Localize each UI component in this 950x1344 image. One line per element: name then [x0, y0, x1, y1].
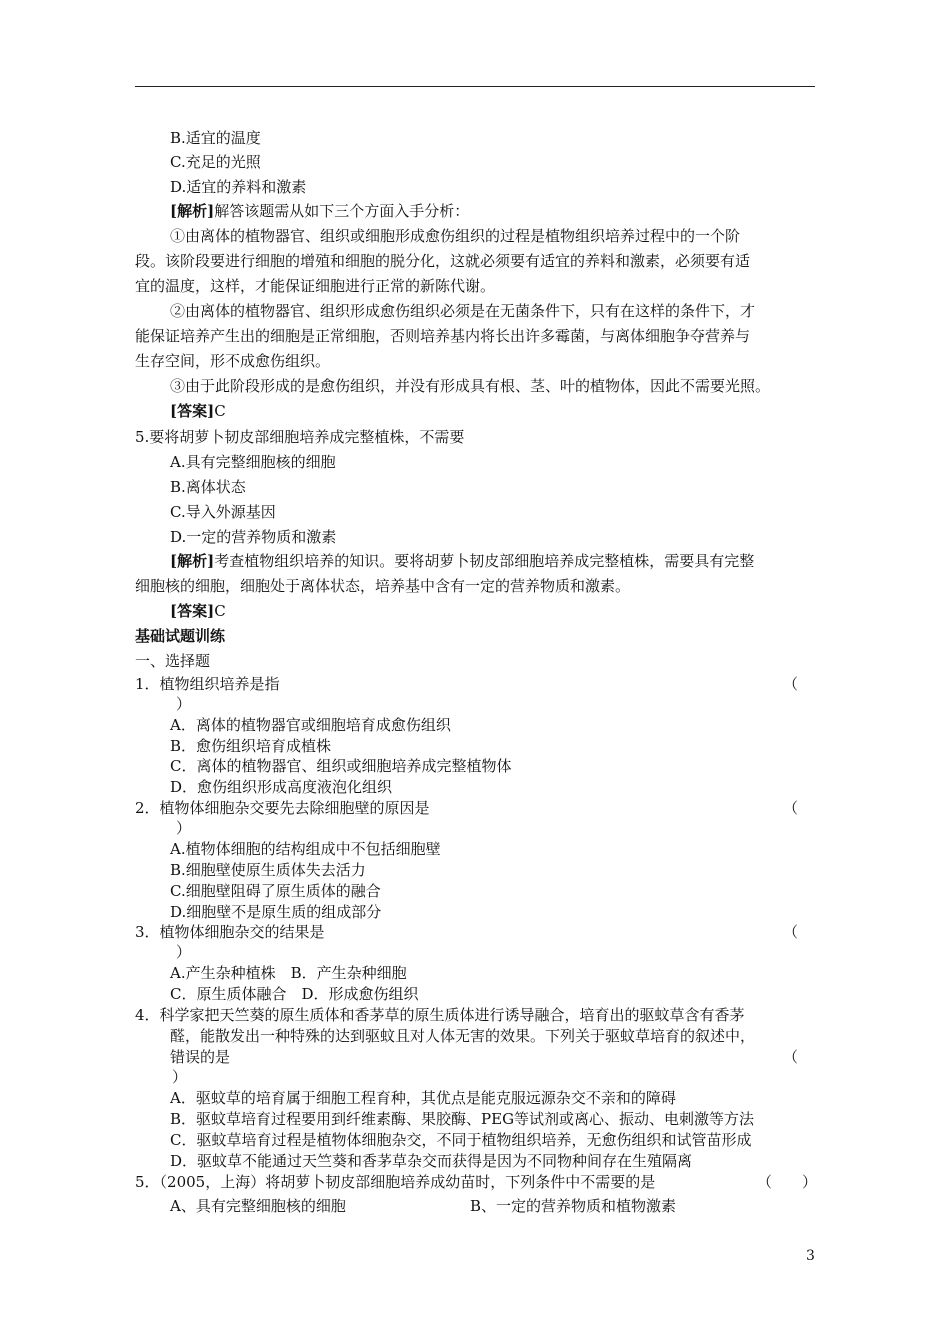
exercise-4-stem-line3: 错误的是: [170, 1048, 231, 1066]
analysis-p1-line1: ①由离体的植物器官、组织或细胞形成愈伤组织的过程是植物组织培养过程中的一个阶: [170, 227, 741, 245]
analysis-p2-line3: 生存空间，形不成愈伤组织。: [135, 352, 331, 370]
exercise-3-options-row2: C．原生质体融合 D．形成愈伤组织: [170, 985, 419, 1003]
q5-analysis-tag: [解析]: [170, 552, 215, 570]
section-title: 基础试题训练: [135, 627, 226, 645]
exercise-4-option-d: D．驱蚊草不能通过天竺葵和香茅草杂交而获得是因为不同物种间存在生殖隔离: [170, 1152, 693, 1170]
exercise-4-paren-close: ）: [172, 1068, 188, 1086]
exercise-3-paren-close: ）: [176, 943, 192, 961]
subsection-title: 一、选择题: [135, 652, 211, 670]
exercise-1-option-c: C．离体的植物器官、组织或细胞培养成完整植物体: [170, 757, 512, 775]
exercise-2-stem: 2．植物体细胞杂交要先去除细胞壁的原因是: [135, 799, 430, 817]
page-number: 3: [806, 1248, 815, 1264]
exercise-3-stem: 3．植物体细胞杂交的结果是: [135, 923, 325, 941]
answer-tag: [答案]: [170, 402, 215, 420]
analysis-intro: [解析]解答该题需从如下三个方面入手分析：: [170, 202, 470, 220]
q5-answer-tag: [答案]: [170, 602, 215, 620]
q5-analysis-line1: [解析]考查植物组织培养的知识。要将胡萝卜韧皮部细胞培养成完整植株，需要具有完整: [170, 552, 755, 570]
q5-option-d: D.一定的营养物质和激素: [170, 528, 337, 546]
analysis-p2-line1: ②由离体的植物器官、组织形成愈伤组织必须是在无菌条件下，只有在这样的条件下，才: [170, 302, 756, 320]
analysis-p1-line3: 宜的温度，这样，才能保证细胞进行正常的新陈代谢。: [135, 277, 496, 295]
exercise-2-paren-close: ）: [176, 819, 192, 837]
option-b: B.适宜的温度: [170, 129, 261, 147]
option-c: C.充足的光照: [170, 153, 261, 171]
exercise-4-stem-line2: 醛，能散发出一种特殊的达到驱蚊且对人体无害的效果。下列关于驱蚊草培育的叙述中，: [170, 1027, 756, 1045]
exercise-4-option-b: B．驱蚊草培育过程要用到纤维素酶、果胶酶、PEG等试剂或离心、振动、电刺激等方法: [170, 1110, 755, 1128]
exercise-1-option-a: A．离体的植物器官或细胞培育成愈伤组织: [170, 716, 451, 734]
exercise-2-option-d: D.细胞壁不是原生质的组成部分: [170, 903, 382, 921]
header-rule: [135, 86, 815, 87]
exercise-1-option-d: D．愈伤组织形成高度液泡化组织: [170, 778, 393, 796]
option-d: D.适宜的养料和激素: [170, 178, 307, 196]
exercise-2-option-b: B.细胞壁使原生质体失去活力: [170, 861, 366, 879]
exercise-4-stem-line1: 4．科学家把天竺葵的原生质体和香茅草的原生质体进行诱导融合，培育出的驱蚊草含有香茅: [135, 1006, 745, 1024]
q5-option-c: C.导入外源基因: [170, 503, 276, 521]
exercise-2-option-c: C.细胞壁阻碍了原生质体的融合: [170, 882, 381, 900]
q5-stem: 5.要将胡萝卜韧皮部细胞培养成完整植株，不需要: [135, 428, 465, 446]
analysis-p1-line2: 段。该阶段要进行细胞的增殖和细胞的脱分化，这就必须要有适宜的养料和激素，必须要有适: [135, 252, 751, 270]
exercise-3-paren-open: （: [783, 923, 799, 941]
exercise-3-options-row1: A.产生杂种植株 B．产生杂种细胞: [170, 964, 407, 982]
exercise-1-option-b: B．愈伤组织培育成植株: [170, 737, 332, 755]
exercise-1-paren-close: ）: [176, 695, 192, 713]
q5-analysis-line2: 细胞核的细胞，细胞处于离体状态，培养基中含有一定的营养物质和激素。: [135, 577, 631, 595]
analysis-tag: [解析]: [170, 202, 215, 220]
exercise-5-paren: （ ）: [757, 1173, 818, 1191]
analysis-p3: ③由于此阶段形成的是愈伤组织，并没有形成具有根、茎、叶的植物体，因此不需要光照。: [170, 377, 771, 395]
exercise-4-option-c: C．驱蚊草培育过程是植物体细胞杂交，不同于植物组织培养，无愈伤组织和试管苗形成: [170, 1131, 752, 1149]
q5-option-b: B.离体状态: [170, 478, 246, 496]
exercise-5-option-b: B、一定的营养物质和植物激素: [470, 1197, 677, 1215]
exercise-5-stem: 5．（2005，上海）将胡萝卜韧皮部细胞培养成幼苗时，下列条件中不需要的是: [135, 1173, 656, 1191]
analysis-p2-line2: 能保证培养产生出的细胞是正常细胞，否则培养基内将长出许多霉菌，与离体细胞争夺营养与: [135, 327, 751, 345]
exercise-2-paren-open: （: [783, 799, 799, 817]
exercise-5-option-a: A、具有完整细胞核的细胞: [170, 1197, 346, 1215]
exercise-1-paren-open: （: [783, 675, 799, 693]
q5-answer: [答案]C: [170, 602, 226, 620]
exercise-4-option-a: A．驱蚊草的培育属于细胞工程育种，其优点是能克服远源杂交不亲和的障碍: [170, 1089, 676, 1107]
answer-1: [答案]C: [170, 402, 226, 420]
exercise-1-stem: 1．植物组织培养是指: [135, 675, 280, 693]
exercise-2-option-a: A.植物体细胞的结构组成中不包括细胞壁: [170, 840, 441, 858]
q5-option-a: A.具有完整细胞核的细胞: [170, 453, 336, 471]
exercise-4-paren-open: （: [783, 1048, 799, 1066]
